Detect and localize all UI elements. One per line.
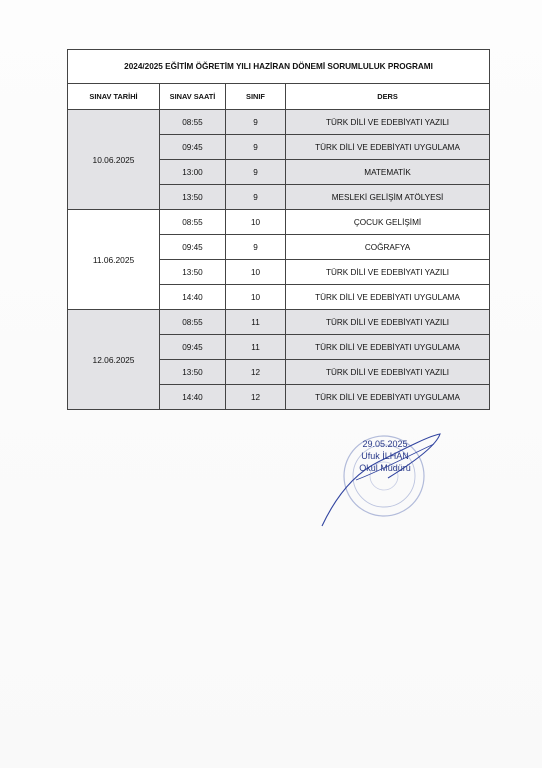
header-row bbox=[68, 84, 490, 110]
course-cell: MATEMATİK bbox=[286, 160, 490, 185]
exam-time-cell: 09:45 bbox=[160, 335, 226, 360]
signature-name: Ufuk İLHAN bbox=[361, 451, 409, 461]
class-cell: 10 bbox=[226, 210, 286, 235]
title-row bbox=[68, 50, 490, 84]
exam-time-cell: 13:50 bbox=[160, 260, 226, 285]
exam-date-cell: 10.06.2025 bbox=[68, 110, 160, 210]
course-cell: MESLEKİ GELİŞİM ATÖLYESİ bbox=[286, 185, 490, 210]
exam-time-cell: 08:55 bbox=[160, 310, 226, 335]
course-cell: TÜRK DİLİ VE EDEBİYATI YAZILI bbox=[286, 310, 490, 335]
table-row bbox=[68, 310, 490, 335]
class-cell: 10 bbox=[226, 260, 286, 285]
course-cell: TÜRK DİLİ VE EDEBİYATI YAZILI bbox=[286, 260, 490, 285]
class-cell: 9 bbox=[226, 135, 286, 160]
signature-block bbox=[340, 438, 430, 474]
signature-date: 29.05.2025 bbox=[362, 439, 408, 449]
course-cell: TÜRK DİLİ VE EDEBİYATI UYGULAMA bbox=[286, 335, 490, 360]
table-row bbox=[68, 110, 490, 135]
course-cell: TÜRK DİLİ VE EDEBİYATI YAZILI bbox=[286, 360, 490, 385]
exam-time-cell: 09:45 bbox=[160, 135, 226, 160]
exam-time-cell: 08:55 bbox=[160, 210, 226, 235]
course-cell: TÜRK DİLİ VE EDEBİYATI UYGULAMA bbox=[286, 135, 490, 160]
table-title: 2024/2025 EĞİTİM ÖĞRETİM YILI HAZİRAN DÖNEMİ SORUMLULUK PROGRAMI bbox=[68, 50, 490, 84]
class-cell: 12 bbox=[226, 385, 286, 410]
signature-role: Okul Müdürü bbox=[359, 463, 411, 473]
exam-date-cell: 11.06.2025 bbox=[68, 210, 160, 310]
header-class: SINIF bbox=[226, 84, 286, 110]
class-cell: 9 bbox=[226, 185, 286, 210]
class-cell: 10 bbox=[226, 285, 286, 310]
table-row bbox=[68, 210, 490, 235]
class-cell: 9 bbox=[226, 110, 286, 135]
exam-time-cell: 13:00 bbox=[160, 160, 226, 185]
exam-time-cell: 09:45 bbox=[160, 235, 226, 260]
class-cell: 9 bbox=[226, 160, 286, 185]
header-exam-time: SINAV SAATİ bbox=[160, 84, 226, 110]
exam-time-cell: 13:50 bbox=[160, 360, 226, 385]
course-cell: TÜRK DİLİ VE EDEBİYATI UYGULAMA bbox=[286, 285, 490, 310]
class-cell: 11 bbox=[226, 335, 286, 360]
table-body bbox=[68, 50, 490, 410]
exam-schedule-table bbox=[67, 49, 490, 410]
course-cell: TÜRK DİLİ VE EDEBİYATI YAZILI bbox=[286, 110, 490, 135]
exam-time-cell: 14:40 bbox=[160, 385, 226, 410]
exam-date-cell: 12.06.2025 bbox=[68, 310, 160, 410]
exam-time-cell: 14:40 bbox=[160, 285, 226, 310]
exam-time-cell: 13:50 bbox=[160, 185, 226, 210]
course-cell: COĞRAFYA bbox=[286, 235, 490, 260]
class-cell: 11 bbox=[226, 310, 286, 335]
header-exam-date: SINAV TARİHİ bbox=[68, 84, 160, 110]
class-cell: 12 bbox=[226, 360, 286, 385]
exam-time-cell: 08:55 bbox=[160, 110, 226, 135]
course-cell: TÜRK DİLİ VE EDEBİYATI UYGULAMA bbox=[286, 385, 490, 410]
course-cell: ÇOCUK GELİŞİMİ bbox=[286, 210, 490, 235]
class-cell: 9 bbox=[226, 235, 286, 260]
header-course: DERS bbox=[286, 84, 490, 110]
